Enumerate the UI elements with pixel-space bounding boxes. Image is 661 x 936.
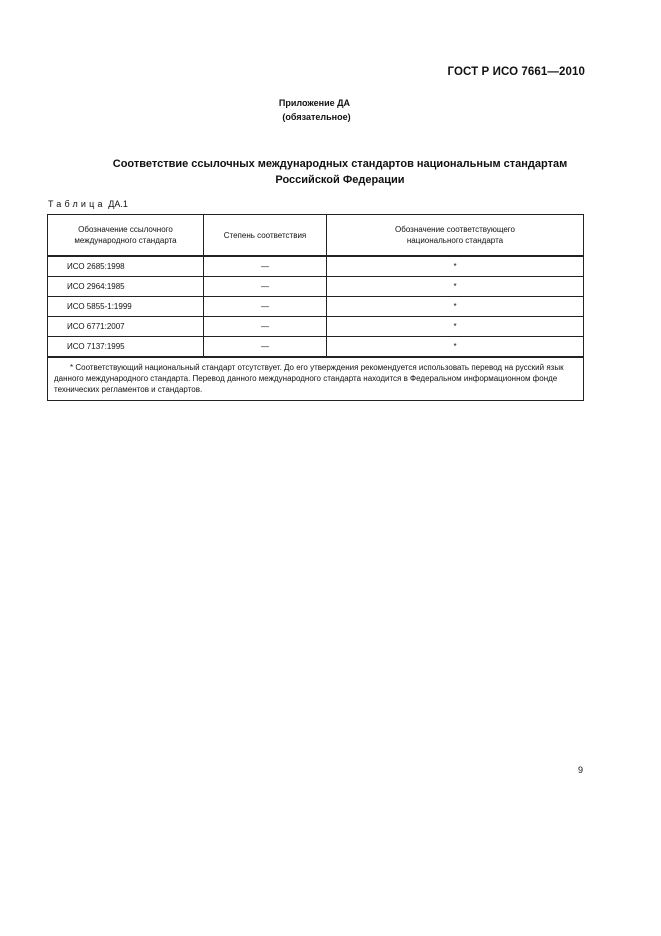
table-footnote-row <box>48 357 584 401</box>
cell-national-standard: * <box>327 277 584 297</box>
document-title-line1: Соответствие ссылочных международных стандартов национальным стандартам <box>112 158 568 170</box>
header-intl-line1: Обозначение ссылочного <box>78 225 173 234</box>
correspondence-table <box>47 214 584 401</box>
table-row <box>48 297 584 317</box>
cell-degree: — <box>204 277 327 297</box>
cell-intl-standard: ИСО 2964:1985 <box>48 277 204 297</box>
header-intl-line2: международного стандарта <box>74 236 177 245</box>
cell-national-standard: * <box>327 317 584 337</box>
document-title-line2: Российской Федерации <box>275 174 405 186</box>
cell-national-standard: * <box>327 337 584 358</box>
cell-national-standard: * <box>327 256 584 277</box>
table-caption <box>48 199 128 209</box>
cell-degree: — <box>204 256 327 277</box>
header-national-line2: национального стандарта <box>406 236 504 245</box>
document-title <box>60 156 620 188</box>
table-row <box>48 277 584 297</box>
page-number: 9 <box>577 765 583 775</box>
appendix-heading <box>0 96 661 124</box>
table-footnote <box>48 357 584 401</box>
cell-national-standard: * <box>327 297 584 317</box>
standard-code: ГОСТ Р ИСО 7661—2010 <box>447 66 585 78</box>
cell-degree: — <box>204 337 327 358</box>
footnote-text: * Соответствующий национальный стандарт отсутствует. До его утверждения рекомендуется использовать перевод на русский язык данного международного стандарта. Перевод данного международного стандарта находится в Федеральном информационном фонде технических регламентов и стандартов. <box>54 363 564 394</box>
cell-degree: — <box>204 317 327 337</box>
cell-intl-standard: ИСО 5855-1:1999 <box>48 297 204 317</box>
header-intl-standard <box>48 215 204 257</box>
cell-intl-standard: ИСО 2685:1998 <box>48 256 204 277</box>
table-row <box>48 317 584 337</box>
header-degree: Степень соответствия <box>204 215 327 257</box>
table-caption-number: ДА.1 <box>108 199 128 209</box>
cell-degree: — <box>204 297 327 317</box>
cell-intl-standard: ИСО 6771:2007 <box>48 317 204 337</box>
header-national-standard <box>327 215 584 257</box>
appendix-title: Приложение ДА <box>278 98 351 108</box>
table-row <box>48 256 584 277</box>
appendix-status: (обязательное) <box>282 112 351 122</box>
table-header-row <box>48 215 584 257</box>
table-caption-prefix: Таблица <box>48 199 106 209</box>
cell-intl-standard: ИСО 7137:1995 <box>48 337 204 358</box>
table-row <box>48 337 584 358</box>
header-national-line1: Обозначение соответствующего <box>395 225 515 234</box>
